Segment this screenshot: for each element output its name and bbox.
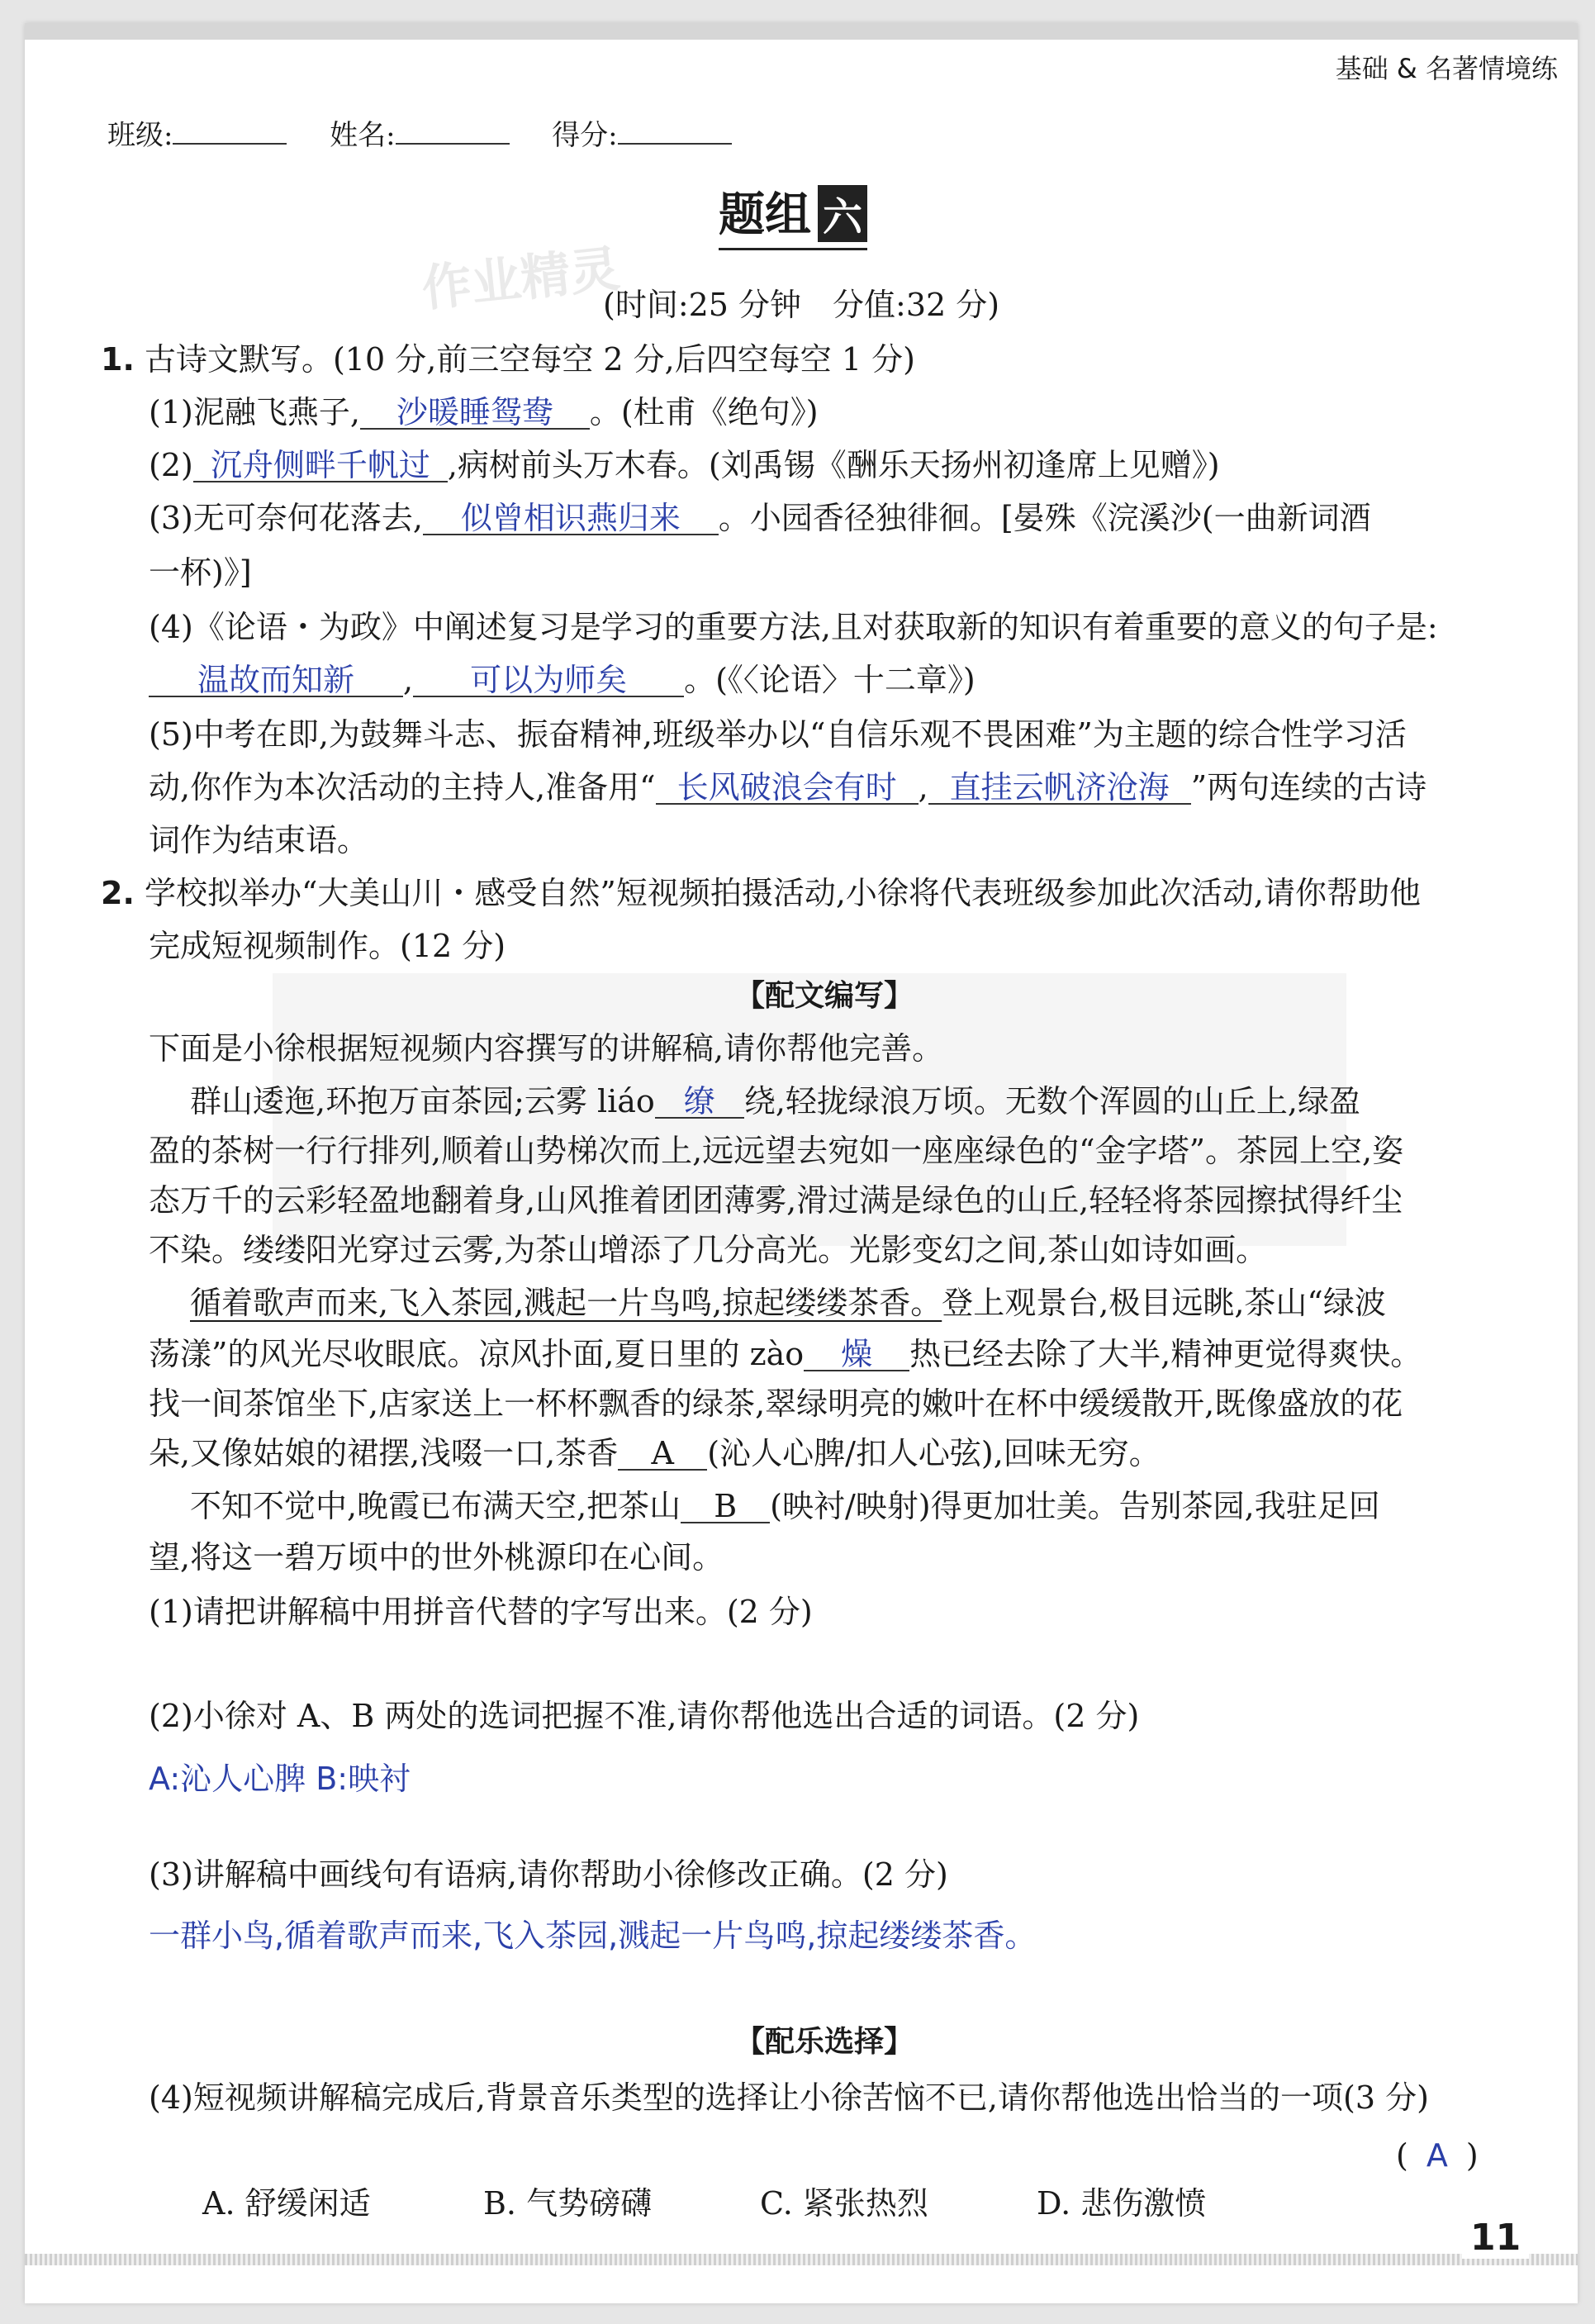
pinyin-field-1[interactable]: 缭 [655, 1086, 744, 1119]
passage-p1-l1: 群山逶迤,环抱万亩茶园;云雾 liáo 缭 绕,轻拢绿浪万顷。无数个浑圆的山丘上,绿盈 [190, 1083, 1360, 1119]
underlined-sentence: 循着歌声而来,飞入茶园,溅起一片鸟鸣,掠起缕缕茶香。 [190, 1285, 942, 1321]
passage-p1-l4: 不染。缕缕阳光穿过云雾,为茶山增添了几分高光。光影变幻之间,茶山如诗如画。 [149, 1232, 1268, 1268]
passage-p1-l3: 态万千的云彩轻盈地翻着身,山风推着团团薄雾,滑过满是绿色的山丘,轻轻将茶园擦拭得纤尘 [149, 1182, 1403, 1219]
q2-sub3-answer[interactable]: 一群小鸟,循着歌声而来,飞入茶园,溅起一片鸟鸣,掠起缕缕茶香。 [149, 1918, 1037, 1954]
footer-band [25, 2254, 1578, 2265]
passage-p2-l4: 朵,又像姑娘的裙摆,浅啜一口,茶香 A (沁人心脾/扣人心弦),回味无穷。 [149, 1435, 1161, 1471]
blank-a[interactable]: A [618, 1438, 707, 1471]
q1-item-4: (4)《论语・为政》中阐述复习是学习的重要方法,且对获取新的知识有着重要的意义的句子是: [149, 609, 1438, 645]
q2-sub3: (3)讲解稿中画线句有语病,请你帮助小徐修改正确。(2 分) [149, 1856, 948, 1893]
q1-item-3-cont: 一杯)》] [149, 554, 252, 591]
q1-3-answer-field[interactable]: 似曾相识燕归来 [423, 502, 719, 535]
passage-p2-l3: 找一间茶馆坐下,店家送上一杯杯飘香的绿茶,翠绿明亮的嫩叶在杯中缓缓散开,既像盛放的花 [149, 1385, 1403, 1422]
q1-1-answer-field[interactable]: 沙暖睡鸳鸯 [360, 397, 590, 430]
header-band [25, 23, 1578, 40]
q1-4-answer-field-2[interactable]: 可以为师矣 [413, 664, 684, 697]
option-a[interactable]: A. 舒缓闲适 [202, 2185, 371, 2222]
q2-sub2: (2)小徐对 A、B 两处的选词把握不准,请你帮他选出合适的词语。(2 分) [149, 1698, 1140, 1734]
q1-item-4-answers: 温故而知新 , 可以为师矣 。(《〈论语〉十二章》) [149, 664, 976, 697]
title-text: 题组 [719, 188, 811, 242]
score-label: 得分: [552, 119, 618, 152]
name-label: 姓名: [330, 119, 396, 152]
passage-p1-l2: 盈的茶树一行行排列,顺着山势梯次而上,远远望去宛如一座座绿色的“金字塔”。茶园上空,姿 [149, 1133, 1404, 1169]
time-score: (时间:25 分钟 分值:32 分) [603, 287, 1000, 323]
q1-5-answer-field-1[interactable]: 长风破浪会有时 [656, 772, 919, 805]
page-number: 11 [1462, 2217, 1529, 2259]
watermark-text: 作业精灵 [419, 240, 623, 319]
q2-sub4-answer: A [1426, 2137, 1448, 2174]
q1-stem: 1. 古诗文默写。(10 分,前三空每空 2 分,后四空每空 1 分) [101, 341, 915, 378]
q1-item-1: (1)泥融飞燕子, 沙暖睡鸳鸯 。(杜甫《绝句》) [149, 394, 819, 430]
section-title-text: 【配文编写】 [735, 979, 914, 1013]
passage-p2-l1: 循着歌声而来,飞入茶园,溅起一片鸟鸣,掠起缕缕茶香。登上观景台,极目远眺,茶山“绿波 [190, 1285, 1386, 1321]
title-badge: 六 [818, 185, 867, 242]
passage-p3-l2: 望,将这一碧万顷中的世外桃源印在心间。 [149, 1539, 724, 1575]
option-d[interactable]: D. 悲伤激愤 [1037, 2185, 1207, 2222]
passage-p2-l2: 荡漾”的风光尽收眼底。凉风扑面,夏日里的 zào 燥 热已经去除了大半,精神更觉得爽快。 [149, 1336, 1422, 1372]
q1-item-2: (2) 沉舟侧畔千帆过 ,病树前头万木春。(刘禹锡《酬乐天扬州初逢席上见赠》) [149, 447, 1220, 483]
q1-item-5-line2: 动,你作为本次活动的主持人,准备用“ 长风破浪会有时 , 直挂云帆济沧海 ”两句连续的古诗 [149, 769, 1427, 806]
q2-intro: 下面是小徐根据短视频内容撰写的讲解稿,请你帮他完善。 [149, 1030, 944, 1067]
q2-stem-1: 2. 学校拟举办“大美山川・感受自然”短视频拍摄活动,小徐将代表班级参加此次活动,请你帮助他 [101, 875, 1422, 911]
student-info [107, 112, 732, 153]
series-label: 基础 & 名著情境练 [1335, 53, 1558, 84]
q1-item-5-line1: (5)中考在即,为鼓舞斗志、振奋精神,班级举办以“自信乐观不畏困难”为主题的综合性学习活 [149, 716, 1407, 753]
class-label: 班级: [107, 119, 173, 152]
q1-4-answer-field-1[interactable]: 温故而知新 [149, 664, 403, 697]
passage-p3-l1: 不知不觉中,晚霞已布满天空,把茶山 B (映衬/映射)得更加壮美。告别茶园,我驻足回 [190, 1488, 1380, 1524]
option-b[interactable]: B. 气势磅礴 [483, 2185, 653, 2222]
pinyin-field-2[interactable]: 燥 [804, 1338, 909, 1371]
score-field[interactable] [618, 143, 732, 145]
name-field[interactable] [396, 143, 510, 145]
q1-item-3: (3)无可奈何花落去, 似曾相识燕归来 。小园香径独徘徊。[晏殊《浣溪沙(一曲新词酒 [149, 500, 1371, 536]
q2-sub1: (1)请把讲解稿中用拼音代替的字写出来。(2 分) [149, 1594, 813, 1630]
q2-sub4: (4)短视频讲解稿完成后,背景音乐类型的选择让小徐苦恼不已,请你帮他选出恰当的一项(3 分) [149, 2079, 1429, 2116]
q1-5-answer-field-2[interactable]: 直挂云帆济沧海 [928, 772, 1191, 805]
class-field[interactable] [173, 143, 287, 145]
worksheet-page [25, 23, 1578, 2303]
q2-sub2-answer[interactable]: A:沁人心脾 B:映衬 [149, 1761, 411, 1797]
q1-2-answer-field[interactable]: 沉舟侧畔千帆过 [193, 449, 448, 482]
section-title-music: 【配乐选择】 [735, 2025, 914, 2059]
option-c[interactable]: C. 紧张热烈 [760, 2185, 928, 2222]
q1-item-5-line3: 词作为结束语。 [149, 822, 369, 858]
page-title [719, 178, 867, 250]
blank-b[interactable]: B [681, 1490, 770, 1523]
q2-stem-2: 完成短视频制作。(12 分) [149, 928, 506, 964]
q2-sub4-answer-bracket[interactable]: ( A ) [1396, 2137, 1479, 2174]
